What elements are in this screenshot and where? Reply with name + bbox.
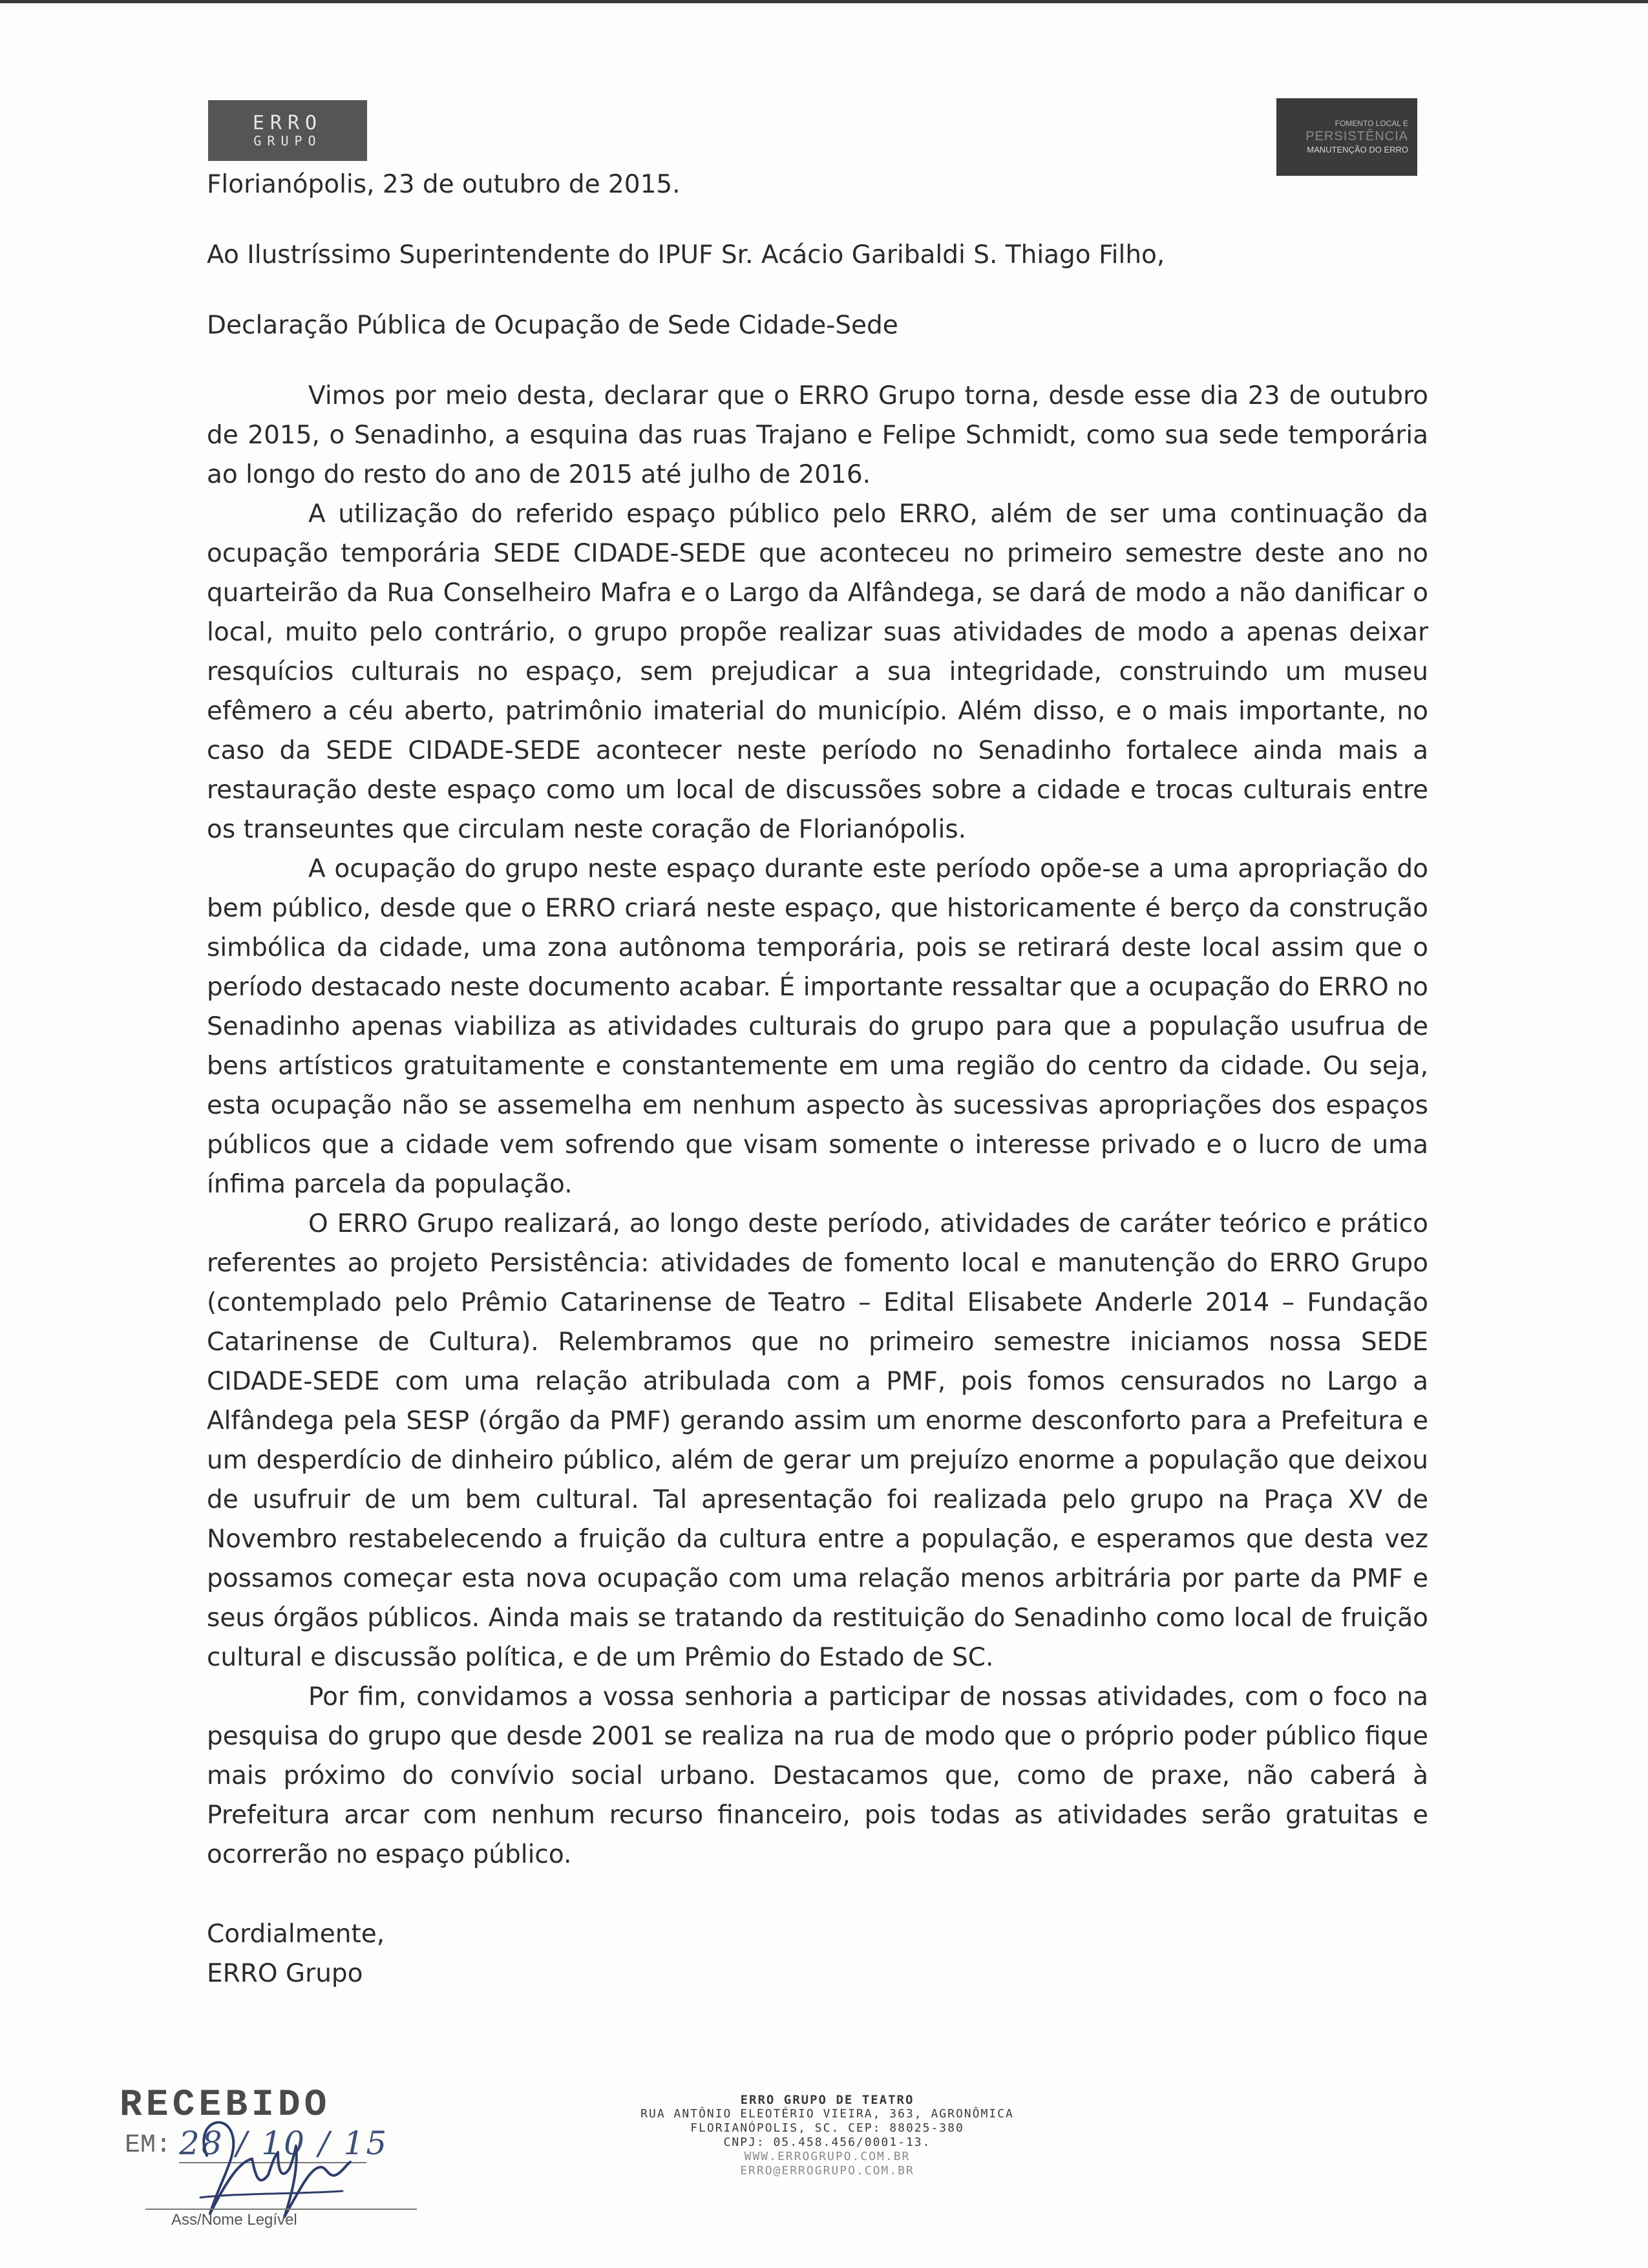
footer-address: RUA ANTÔNIO ELEOTÉRIO VIEIRA, 363, AGRONÔMICA <box>640 2107 1014 2121</box>
stamp-handwritten-date: 28 / 10 / 15 <box>179 2125 389 2162</box>
letterhead-footer <box>582 2093 1073 2178</box>
footer-company: ERRO GRUPO DE TEATRO <box>740 2093 914 2107</box>
handwritten-signature <box>181 2084 375 2227</box>
stamp-signature-rule <box>145 2209 417 2210</box>
logo-right-line1: FOMENTO LOCAL E <box>1335 118 1408 128</box>
addressee: Ao Ilustríssimo Superintendente do IPUF Sr. Acácio Garibaldi S. Thiago Filho, <box>207 240 1165 270</box>
logo-left-line2: GRUPO <box>253 133 322 149</box>
paragraph-1: Vimos por meio desta, declarar que o ERRO Grupo torna, desde esse dia 23 de outubro de 2015, o Senadinho, a esquina das ruas Trajano e Felipe Schmidt, como sua sede temporária ao longo do resto do ano de 2015 até julho de 2016. <box>207 381 1428 489</box>
paragraph-3: A ocupação do grupo neste espaço durante este período opõe-se a uma apropriação do bem público, desde que o ERRO criará neste espaço, que historicamente é berço da construção simbólica da cidade, uma zona autônoma temporária, pois se retirará deste local assim que o período destacado neste documento acabar. É importante ressaltar que a ocupação do ERRO no Senadinho apenas viabiliza as atividades culturais do grupo para que a população usufrua de bens artísticos gratuitamente e constantemente em uma região do centro da cidade. Ou seja, esta ocupação não se assemelha em nenhum aspecto às sucessivas apropriações dos espaços públicos que a cidade vem sofrendo que visam somente o interesse privado e o lucro de uma ínfima parcela da população. <box>207 854 1428 1199</box>
footer-email-link[interactable]: ERRO@ERROGRUPO.COM.BR <box>740 2164 914 2178</box>
footer-website-link[interactable]: WWW.ERROGRUPO.COM.BR <box>744 2150 911 2163</box>
stamp-em-label: EM: <box>125 2131 172 2160</box>
paragraph-4: O ERRO Grupo realizará, ao longo deste período, atividades de caráter teórico e prático referentes ao projeto Persistência: atividades de fomento local e manutenção do ERRO Grupo (contemplado pelo Prêmio Catarinense de Teatro – Edital Elisabete Anderle 2014 – Fundação Catarinense de Cultura). Relembramos que no primeiro semestre iniciamos nossa SEDE CIDADE-SEDE com uma relação atribulada com a PMF, pois fomos censurados no Largo a Alfândega pela SESP (órgão da PMF) gerando assim um enorme desconforto para a Prefeitura e um desperdício de dinheiro público, além de gerar um prejuízo enorme a população que deixou de usufruir de um bem cultural. Tal apresentação foi realizada pelo grupo na Praça XV de Novembro restabelecendo a fruição da cultura entre a população, e esperamos que desta vez possamos começar esta nova ocupação com uma relação menos arbitrária por parte da PMF e seus órgãos públicos. Ainda mais se tratando da restituição do Senadinho como local de fruição cultural e discussão política, e de um Prêmio do Estado de SC. <box>207 1209 1428 1672</box>
logo-right-line3: MANUTENÇÃO DO ERRO <box>1307 144 1408 154</box>
received-stamp <box>120 2084 436 2227</box>
logo-right-line2: PERSISTÊNCIA <box>1305 129 1408 143</box>
date-line: Florianópolis, 23 de outubro de 2015. <box>207 170 681 199</box>
footer-cnpj: CNPJ: 05.458.456/0001-13. <box>723 2136 931 2149</box>
letter-body <box>207 165 1428 1993</box>
footer-city: FLORIANÓPOLIS, SC. CEP: 88025-380 <box>690 2121 964 2135</box>
closing: Cordialmente, <box>207 1920 385 1949</box>
persistencia-logo <box>1276 98 1417 176</box>
subject-line: Declaração Pública de Ocupação de Sede Cidade-Sede <box>207 311 898 340</box>
scan-top-edge <box>0 0 1648 3</box>
logo-left-line1: ERRO <box>252 112 323 134</box>
stamp-ass-label: Ass/Nome Legível <box>171 2211 297 2229</box>
paragraph-5: Por fim, convidamos a vossa senhoria a participar de nossas atividades, com o foco na pesquisa do grupo que desde 2001 se realiza na rua de modo que o próprio poder público fique mais próximo do convívio social urbano. Destacamos que, como de praxe, não caberá à Prefeitura arcar com nenhum recurso financeiro, pois todas as atividades serão gratuitas e ocorrerão no espaço público. <box>207 1682 1428 1869</box>
paragraph-2: A utilização do referido espaço público pelo ERRO, além de ser uma continuação da ocupação temporária SEDE CIDADE-SEDE que aconteceu no primeiro semestre deste ano no quarteirão da Rua Conselheiro Mafra e o Largo da Alfândega, se dará de modo a não danificar o local, muito pelo contrário, o grupo propõe realizar suas atividades de modo a apenas deixar resquícios culturais no espaço, sem prejudicar a sua integridade, construindo um museu efêmero a céu aberto, patrimônio imaterial do município. Além disso, e o mais importante, no caso da SEDE CIDADE-SEDE acontecer neste período no Senadinho fortalece ainda mais a restauração deste espaço como um local de discussões sobre a cidade e trocas culturais entre os transeuntes que circulam neste coração de Florianópolis. <box>207 500 1428 844</box>
erro-grupo-logo <box>208 100 367 161</box>
stamp-title: RECEBIDO <box>120 2084 331 2126</box>
signoff: ERRO Grupo <box>207 1959 363 1988</box>
